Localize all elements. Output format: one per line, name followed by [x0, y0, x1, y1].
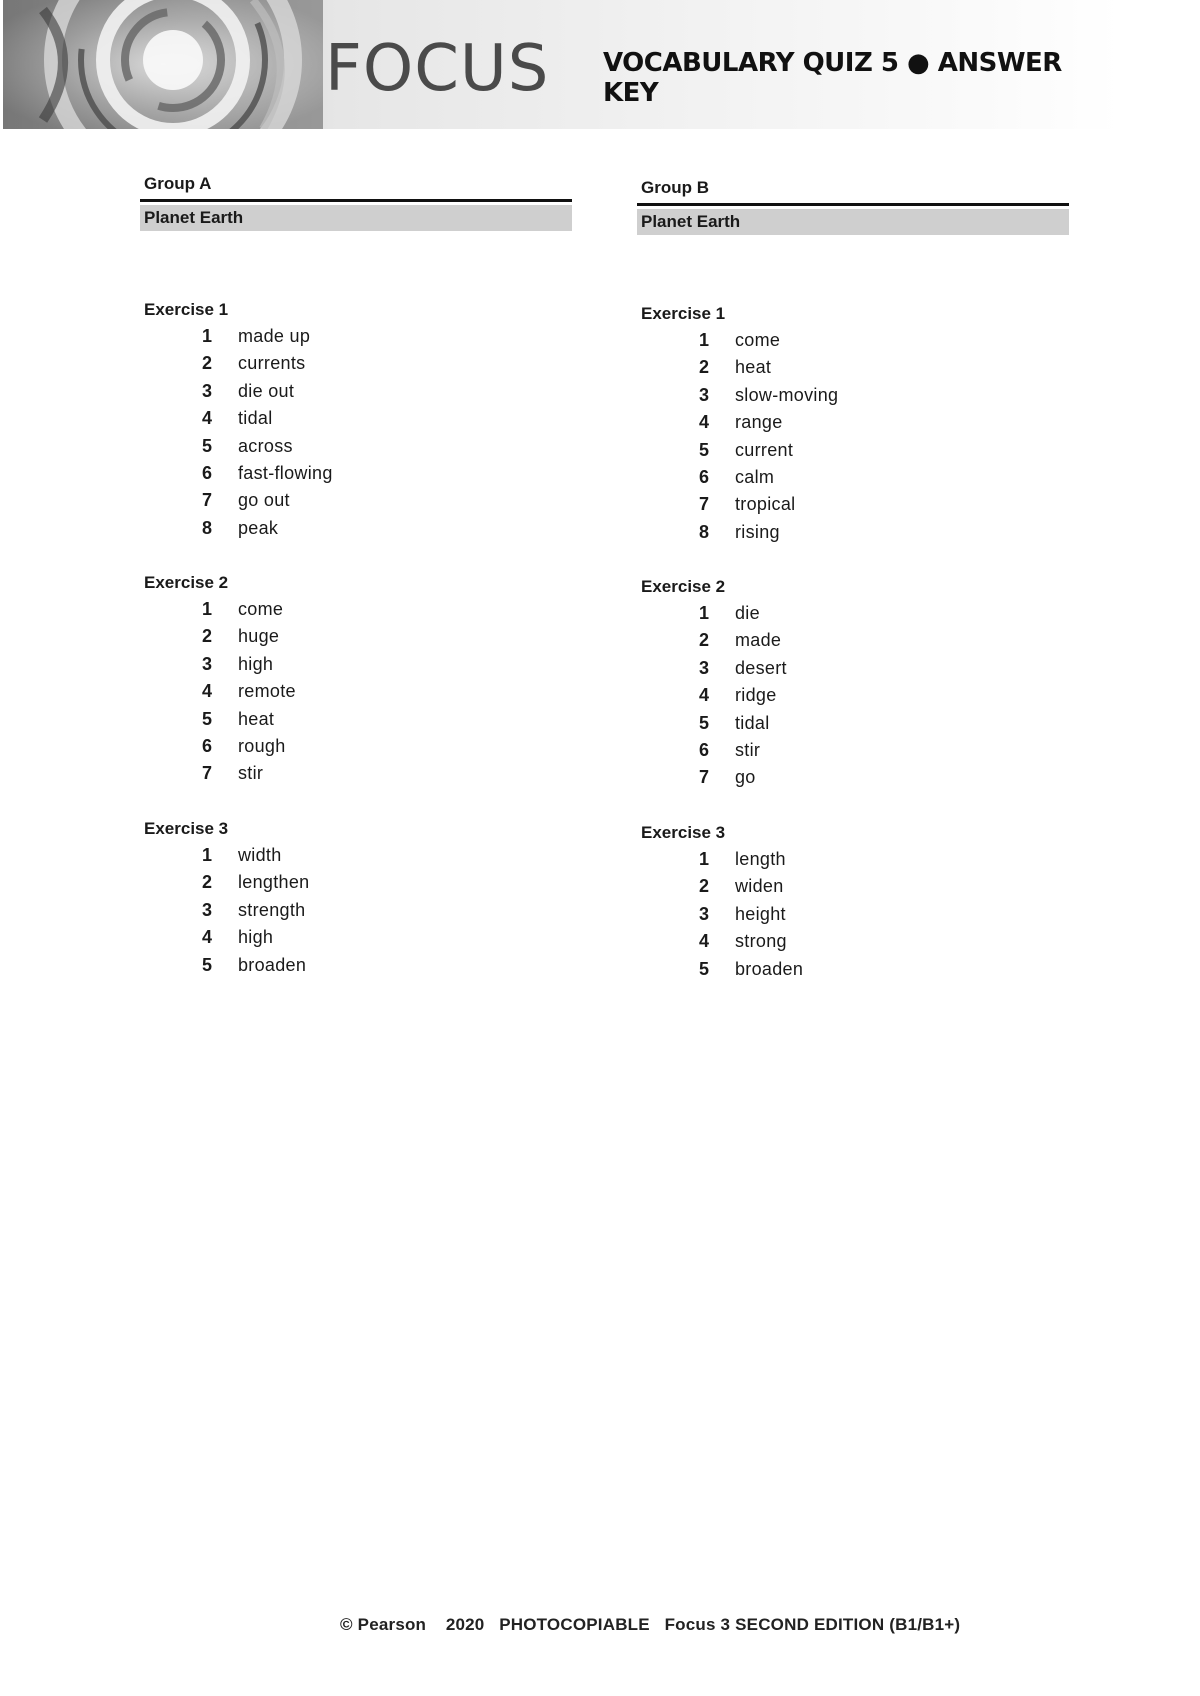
answer-item [144, 869, 544, 896]
answer-text: made [735, 630, 782, 651]
answer-item [144, 487, 544, 514]
exercise-title: Exercise 2 [144, 573, 229, 592]
item-number: 3 [202, 653, 213, 674]
item-number: 5 [699, 958, 710, 979]
answer-item [641, 928, 1041, 955]
item-number: 6 [699, 466, 710, 487]
answer-text: strong [735, 931, 787, 952]
item-number: 2 [202, 353, 213, 374]
answer-item [144, 733, 544, 760]
answer-text: high [238, 927, 274, 948]
answer-text: broaden [238, 954, 307, 975]
answer-item [641, 437, 1041, 464]
answer-item [144, 897, 544, 924]
item-number: 1 [202, 326, 213, 346]
exercise-block [144, 296, 544, 542]
answer-item [641, 710, 1041, 737]
answer-item [144, 350, 544, 377]
answer-text: across [238, 435, 293, 456]
item-number: 3 [699, 657, 710, 678]
divider [637, 203, 1069, 206]
answer-item [144, 378, 544, 405]
answer-item [144, 842, 544, 869]
item-number: 4 [699, 931, 710, 952]
answer-item [144, 678, 544, 705]
answer-item [641, 737, 1041, 764]
answer-text: tidal [238, 408, 273, 429]
item-number: 4 [202, 408, 213, 429]
item-number: 2 [202, 872, 213, 893]
divider [140, 199, 572, 202]
answer-item [641, 682, 1041, 709]
answer-item [641, 409, 1041, 436]
answer-item [144, 760, 544, 787]
answer-item [641, 327, 1041, 354]
answer-text: die [735, 603, 760, 623]
answer-item [641, 600, 1041, 627]
answer-item [641, 627, 1041, 654]
answer-text: stir [238, 763, 264, 784]
answer-text: calm [735, 466, 775, 487]
answer-text: heat [238, 708, 275, 729]
item-number: 2 [202, 626, 213, 647]
answer-item [144, 405, 544, 432]
item-number: 3 [202, 380, 213, 401]
item-number: 7 [202, 763, 213, 784]
answer-text: length [735, 849, 786, 869]
item-number: 4 [202, 681, 213, 702]
answer-item [641, 382, 1041, 409]
answer-item [144, 433, 544, 460]
exercise-block [641, 573, 1041, 792]
header-banner [3, 0, 1120, 129]
answer-item [641, 873, 1041, 900]
answer-item [144, 515, 544, 542]
answer-text: made up [238, 326, 311, 346]
answer-text: high [238, 653, 274, 674]
exercise-block [144, 815, 544, 979]
exercise-title: Exercise 2 [641, 577, 726, 596]
exercise-block [144, 569, 544, 788]
item-number: 6 [202, 735, 213, 756]
swirl-graphic-icon [3, 0, 323, 129]
answer-item [144, 952, 544, 979]
answer-text: heat [735, 357, 772, 378]
item-number: 5 [202, 708, 213, 729]
answer-text: currents [238, 353, 306, 374]
exercise-block [641, 819, 1041, 983]
answer-item [144, 596, 544, 623]
answer-text: lengthen [238, 872, 310, 893]
answer-text: widen [735, 876, 784, 897]
answer-text: ridge [735, 685, 777, 706]
answer-text: rising [735, 521, 780, 542]
item-number: 4 [699, 412, 710, 433]
answer-text: tidal [735, 712, 770, 733]
item-number: 5 [699, 439, 710, 460]
item-number: 1 [699, 330, 710, 350]
item-number: 2 [699, 357, 710, 378]
answer-item [641, 901, 1041, 928]
answer-item [641, 491, 1041, 518]
item-number: 2 [699, 630, 710, 651]
item-number: 1 [202, 599, 213, 619]
item-number: 2 [699, 876, 710, 897]
exercise-block [641, 300, 1041, 546]
answer-text: huge [238, 626, 280, 647]
answer-text: tropical [735, 494, 796, 515]
answer-text: rough [238, 735, 286, 756]
answer-item [641, 846, 1041, 873]
item-number: 1 [699, 603, 710, 623]
group-label: Group B [641, 178, 709, 197]
answer-item [144, 651, 544, 678]
answer-text: stir [735, 739, 761, 760]
item-number: 1 [699, 849, 710, 869]
exercise-title: Exercise 3 [641, 823, 726, 842]
item-number: 8 [699, 521, 710, 542]
item-number: 3 [202, 899, 213, 920]
item-number: 7 [202, 490, 213, 511]
exercise-title: Exercise 1 [641, 304, 726, 323]
item-number: 5 [202, 435, 213, 456]
item-number: 7 [699, 494, 710, 515]
exercise-title: Exercise 3 [144, 819, 229, 838]
item-number: 7 [699, 767, 710, 788]
answer-item [144, 706, 544, 733]
answer-item [144, 323, 544, 350]
answer-item [144, 623, 544, 650]
answer-text: die out [238, 380, 295, 401]
item-number: 4 [699, 685, 710, 706]
item-number: 4 [202, 927, 213, 948]
section-title: Planet Earth [140, 205, 572, 231]
answer-item [641, 464, 1041, 491]
answer-text: remote [238, 681, 296, 702]
copyright-footer: © Pearson 2020 PHOTOCOPIABLE Focus 3 SECOND EDITION (B1/B1+) [340, 1615, 961, 1634]
answer-text: height [735, 903, 786, 924]
answer-item [144, 460, 544, 487]
item-number: 1 [202, 845, 213, 865]
answer-item [144, 924, 544, 951]
item-number: 5 [202, 954, 213, 975]
answer-item [641, 655, 1041, 682]
quiz-title: VOCABULARY QUIZ 5 ● ANSWER KEY [603, 48, 1062, 108]
answer-text: broaden [735, 958, 804, 979]
group-b-column [637, 176, 1069, 979]
item-number: 5 [699, 712, 710, 733]
focus-logo: FOCUS [325, 32, 550, 106]
answer-text: slow-moving [735, 384, 839, 405]
answer-text: fast-flowing [238, 462, 333, 483]
answer-text: current [735, 439, 794, 460]
answer-item [641, 519, 1041, 546]
section-title: Planet Earth [637, 209, 1069, 235]
item-number: 6 [699, 739, 710, 760]
answer-text: go [735, 767, 756, 788]
answer-item [641, 764, 1041, 791]
item-number: 6 [202, 462, 213, 483]
answer-text: come [735, 330, 781, 350]
answer-text: desert [735, 657, 787, 678]
exercise-title: Exercise 1 [144, 300, 229, 319]
group-a-column [140, 172, 572, 975]
group-label: Group A [144, 174, 212, 193]
answer-item [641, 956, 1041, 983]
item-number: 3 [699, 384, 710, 405]
answer-text: peak [238, 517, 279, 538]
answer-text: strength [238, 899, 306, 920]
item-number: 3 [699, 903, 710, 924]
answer-item [641, 354, 1041, 381]
item-number: 8 [202, 517, 213, 538]
answer-text: range [735, 412, 783, 433]
answer-text: come [238, 599, 284, 619]
answer-text: go out [238, 490, 290, 511]
answer-text: width [238, 845, 282, 865]
